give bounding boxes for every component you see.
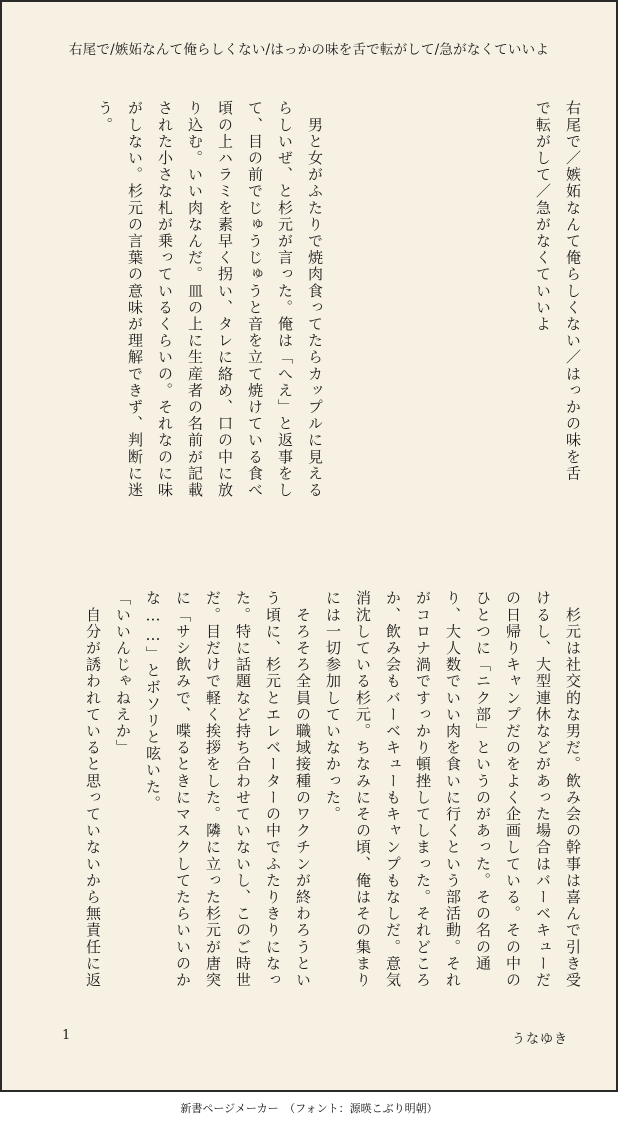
paragraph: 杉元は社交的な男だ。飲み会の幹事は喜んで引き受けるし、大型連休などがあった場合はバーベキューだの日帰りキャンプだのをよく企画している。その中のひとつに「ニク部」というのがあった。その名の通り、大人数でいい肉を食いに行くという部活動。それがコロナ渦ですっかり頓挫してしまった。それどころか、飲み会もバーベキューもキャンプもなしだ。意気消沈している杉元。ちなみにその頃、俺はその集まりには一切参加していなかった。 (324, 590, 582, 989)
title-block (528, 100, 588, 500)
author-name: うなゆき (511, 1032, 568, 1047)
dialogue-line: 「いいんじゃねえか」 (114, 590, 132, 756)
page-number: 1 (62, 1028, 71, 1043)
upper-text-block (90, 100, 330, 500)
paragraph: そろそろ全員の職域接種のワクチンが終わろうという頃に、杉元とエレベーターの中でふたりきりになった。特に話題など持ち合わせていないし、このご時世だ。目だけで軽く挨拶をした。隣に立った杉元が唐突に「サシ飲みで、喋るときにマスクしてたらいいのかな……」とボソリと呟いた。 (144, 590, 312, 989)
generator-caption: 新書ページメーカー （フォント：源暎こぶり明朝） (180, 1102, 438, 1115)
paragraph: 自分が誘われていると思っていないから無責任に返 (84, 590, 102, 989)
paragraph: 男と女がふたりで焼肉食ってたらカップルに見えるらしいぜ、と杉元が言った。俺は「へえ」と返事をして、目の前でじゅうじゅうと音を立て焼けている食べ頃の上ハラミを素早く拐い、タレに絡め、口の中に放り込む。いい肉なんだ。皿の上に生産者の名前が記載された小さな札が乗っているくらいの。それなのに味がしない。杉元の言葉の意味が理解できず、判断に迷う。 (96, 100, 324, 499)
title-line: 右尾で／嫉妬なんて俺らしくない／はっかの味を舌 (564, 100, 582, 482)
running-header: 右尾で/嫉妬なんて俺らしくない/はっかの味を舌で転がして/急がなくていいよ (68, 42, 550, 58)
title-line: で転がして／急がなくていいよ (534, 100, 552, 333)
lower-text-block (78, 590, 588, 1002)
